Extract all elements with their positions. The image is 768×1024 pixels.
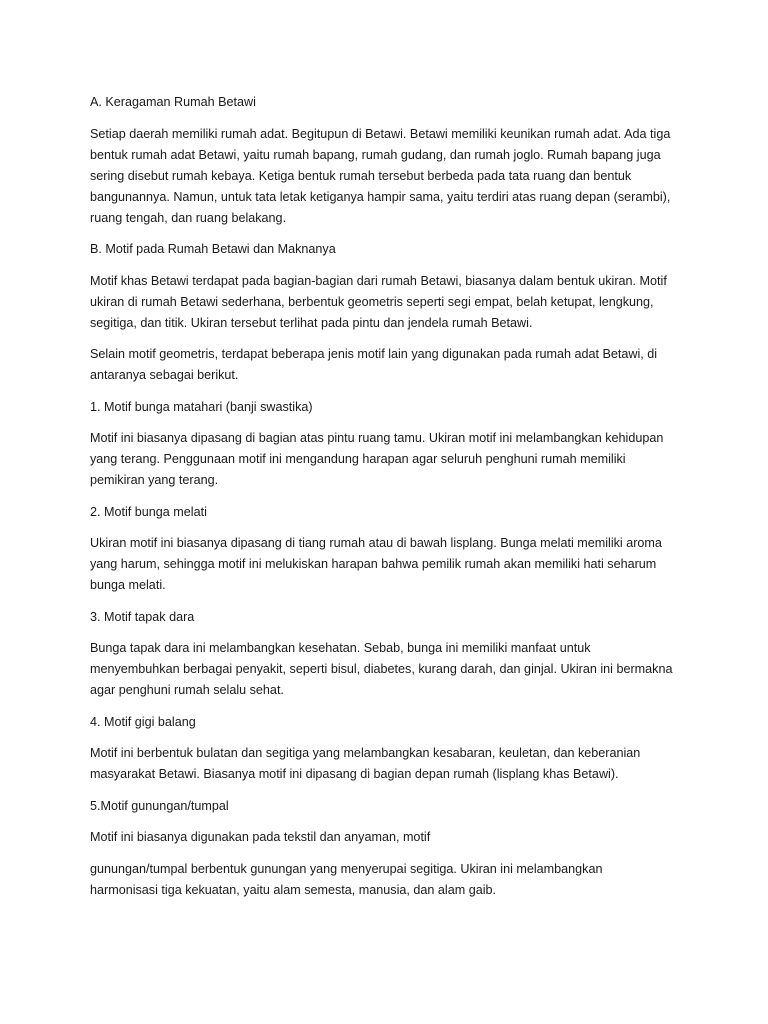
text-line: Ukiran motif ini biasanya dipasang di tiang rumah atau di bawah lisplang. Bunga melati memiliki aroma [90,536,662,550]
paragraph [90,533,690,596]
text-line: Motif ini biasanya digunakan pada tekstil dan anyaman, motif [90,830,431,844]
text-line: bentuk rumah adat Betawi, yaitu rumah bapang, rumah gudang, dan rumah joglo. Rumah bapang juga [90,147,661,162]
document-page [90,92,690,911]
text-line: B. Motif pada Rumah Betawi dan Maknanya [90,242,336,256]
text-line: A. Keragaman Rumah Betawi [90,95,256,109]
section-heading [90,397,690,418]
paragraph [90,859,690,901]
section-heading [90,712,690,733]
section-heading [90,796,690,817]
text-line: yang harum, sehingga motif ini melukiskan harapan bahwa pemilik rumah akan memiliki hati seharum [90,557,657,571]
text-line: 4. Motif gigi balang [90,714,196,729]
text-line: Selain motif geometris, terdapat beberapa jenis motif lain yang digunakan pada rumah adat Betawi, di [90,347,658,361]
text-line: ukiran di rumah Betawi sederhana, berbentuk geometris seperti segi empat, belah ketupat, lengkung, [90,294,654,309]
text-line: masyarakat Betawi. Biasanya motif ini dipasang di bagian depan rumah (lisplang khas Betawi). [90,767,619,781]
text-line: menyembuhkan berbagai penyakit, seperti bisul, diabetes, kurang darah, dan ginjal. Ukiran ini bermakna [90,662,673,676]
text-line: Bunga tapak dara ini melambangkan kesehatan. Sebab, bunga ini memiliki manfaat untuk [90,641,591,655]
text-line: agar penghuni rumah selalu sehat. [90,683,284,697]
text-line: Motif ini biasanya dipasang di bagian atas pintu ruang tamu. Ukiran motif ini melambangkan kehidupan [90,431,664,445]
text-line: antaranya sebagai berikut. [90,368,239,382]
text-line: Motif khas Betawi terdapat pada bagian-bagian dari rumah Betawi, biasanya dalam bentuk ukiran. Motif [90,273,667,288]
text-line: harmonisasi tiga kekuatan, yaitu alam semesta, manusia, dan alam gaib. [90,882,497,897]
text-line: Motif ini berbentuk bulatan dan segitiga yang melambangkan kesabaran, keuletan, dan keberanian [90,746,641,760]
section-heading [90,239,690,260]
text-line: sering disebut rumah kebaya. Ketiga bentuk rumah tersebut berbeda pada tata ruang dan bentuk [90,168,632,183]
text-line: Setiap daerah memiliki rumah adat. Begitupun di Betawi. Betawi memiliki keunikan rumah adat. Ada tiga [90,126,671,141]
paragraph [90,638,690,701]
text-line: ruang tengah, dan ruang belakang. [90,210,287,225]
text-line: 2. Motif bunga melati [90,504,207,519]
text-line: segitiga, dan titik. Ukiran tersebut terlihat pada pintu dan jendela rumah Betawi. [90,315,533,330]
text-line: 1. Motif bunga matahari (banji swastika) [90,399,313,414]
text-line: bunga melati. [90,578,166,592]
section-heading [90,92,690,113]
text-line: pemikiran yang terang. [90,473,219,487]
paragraph [90,124,690,229]
text-line: bangunannya. Namun, untuk tata letak ketiganya hampir sama, yaitu terdiri atas ruang depan (serambi), [90,189,671,204]
section-heading [90,502,690,523]
paragraph [90,344,690,386]
paragraph [90,743,690,785]
text-line: gunungan/tumpal berbentuk gunungan yang menyerupai segitiga. Ukiran ini melambangkan [90,861,603,876]
text-line: 5.Motif gunungan/tumpal [90,798,229,813]
text-line: yang terang. Penggunaan motif ini mengandung harapan agar seluruh penghuni rumah memiliki [90,452,626,466]
paragraph [90,827,690,848]
paragraph [90,271,690,334]
section-heading [90,607,690,628]
paragraph [90,428,690,491]
text-line: 3. Motif tapak dara [90,609,195,624]
